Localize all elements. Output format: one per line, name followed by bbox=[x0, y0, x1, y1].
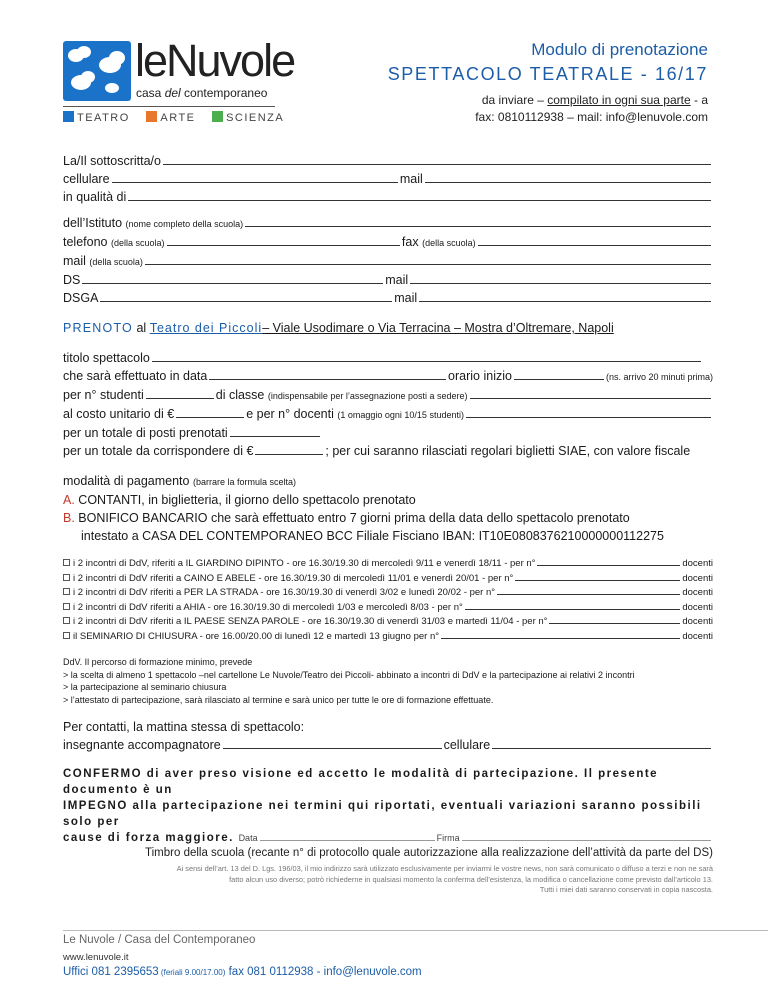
label-mail: mail bbox=[399, 172, 423, 186]
fax-field[interactable] bbox=[478, 234, 711, 246]
course-docenti-field[interactable] bbox=[515, 572, 680, 581]
prenoto-label: PRENOTO bbox=[63, 321, 133, 335]
classe-note: (indispensabile per l’assegnazione posti a sedere) bbox=[267, 391, 468, 401]
docenti-note: (1 omaggio ogni 10/15 studenti) bbox=[337, 410, 464, 420]
siae-note: ; per cui saranno rilasciati regolari biglietti SIAE, con valore fiscale bbox=[325, 444, 691, 458]
course-text: i 2 incontri di DdV riferiti a CAINO E ABELE - ore 16.30/19.30 di mercoledì 11/01 e venerdì 20/01 - per n° bbox=[73, 572, 514, 584]
option-a-text: CONTANTI, in biglietteria, il giorno dello spettacolo prenotato bbox=[74, 493, 416, 507]
footer-uffici: Uffici 081 2395653 bbox=[63, 966, 159, 978]
square-icon bbox=[146, 111, 157, 122]
brand-subtitle: casa del contemporaneo bbox=[136, 86, 268, 100]
course-suffix: docenti bbox=[682, 601, 713, 613]
label-qualita: in qualità di bbox=[63, 190, 127, 204]
label-sottoscritto: La/Il sottoscritta/o bbox=[63, 154, 161, 168]
label-mail-scuola: mail bbox=[63, 254, 86, 268]
ds-mail-field[interactable] bbox=[410, 272, 711, 284]
mail-scuola-field[interactable] bbox=[145, 253, 711, 265]
label-orario: orario inizio bbox=[448, 369, 512, 383]
footer-web[interactable]: www.lenuvole.it bbox=[63, 952, 129, 963]
square-icon bbox=[212, 111, 223, 122]
checkbox[interactable] bbox=[63, 617, 70, 624]
orario-note: (ns. arrivo 20 minuti prima) bbox=[605, 372, 713, 382]
checkbox[interactable] bbox=[63, 574, 70, 581]
footer-org: Le Nuvole / Casa del Contemporaneo bbox=[63, 934, 256, 946]
course-suffix: docenti bbox=[682, 587, 713, 598]
square-icon bbox=[63, 111, 74, 122]
teatro-address: – Viale Usodimare o Via Terracina – Mostra d’Oltremare, Napoli bbox=[262, 321, 614, 335]
dv-note: > la partecipazione al seminario chiusura bbox=[63, 682, 227, 692]
lenuvole-logo bbox=[63, 35, 295, 131]
course-text: il SEMINARIO DI CHIUSURA - ore 16.00/20.00 di lunedì 12 e martedì 13 giugno per n° bbox=[73, 630, 440, 642]
pagamento-note: (barrare la formula scelta) bbox=[192, 477, 297, 487]
pillar-teatro: TEATRO bbox=[63, 112, 130, 124]
label-data: che sarà effettuato in data bbox=[63, 369, 208, 383]
firma-field[interactable] bbox=[462, 831, 711, 841]
privacy-line: fatto alcun uso diverso; potrò richiederne in qualsiasi momento la conferma dell’esistenza, la modifica o cancellazione come previsto dall’articolo 13. bbox=[229, 874, 713, 884]
course-item[interactable] bbox=[63, 615, 713, 630]
course-suffix: docenti bbox=[682, 616, 713, 627]
cellulare-field[interactable] bbox=[112, 171, 398, 183]
label-fax: fax bbox=[401, 235, 419, 249]
label-telefono: telefono bbox=[63, 235, 108, 249]
dv-note: > l’attestato di partecipazione, sarà rilasciato al termine e sarà unico per tutte le ore di formazione effettuate. bbox=[63, 694, 494, 705]
insegnante-cellulare-field[interactable] bbox=[492, 737, 711, 749]
confermo-line: cause di forza maggiore. bbox=[63, 832, 234, 844]
label-dsga-mail: mail bbox=[394, 291, 418, 305]
label-docenti: e per n° docenti bbox=[246, 407, 334, 421]
label-costo: al costo unitario di € bbox=[63, 407, 175, 421]
course-docenti-field[interactable] bbox=[465, 601, 681, 610]
insegnante-field[interactable] bbox=[223, 737, 442, 749]
timbro-label: Timbro della scuola (recante n° di protocollo quale autorizzazione alla realizzazione dell’attività da parte del DS) bbox=[145, 847, 713, 859]
confermo-line: CONFERMO di aver preso visione ed accetto le modalità di partecipazione. Il presente documento è un bbox=[63, 768, 659, 796]
booking-form bbox=[63, 152, 713, 846]
studenti-field[interactable] bbox=[146, 387, 214, 399]
checkbox[interactable] bbox=[63, 632, 70, 639]
istituto-note: (nome completo della scuola) bbox=[125, 219, 244, 229]
label-ds: DS bbox=[63, 273, 81, 287]
label-dsga: DSGA bbox=[63, 291, 99, 305]
course-docenti-field[interactable] bbox=[441, 630, 680, 639]
mail-scuola-note: (della scuola) bbox=[89, 257, 143, 267]
label-cellulare: cellulare bbox=[63, 172, 110, 186]
course-item[interactable] bbox=[63, 557, 713, 572]
confermo-line: IMPEGNO alla partecipazione nei termini qui riportati, eventuali variazioni saranno possibili solo per bbox=[63, 800, 702, 828]
telefono-field[interactable] bbox=[167, 234, 400, 246]
costo-field[interactable] bbox=[176, 406, 244, 418]
option-b-letter: B. bbox=[63, 511, 75, 525]
dsga-mail-field[interactable] bbox=[419, 290, 711, 302]
label-classe: di classe bbox=[215, 388, 265, 402]
course-docenti-field[interactable] bbox=[497, 586, 680, 595]
course-item[interactable] bbox=[63, 601, 713, 616]
dv-note: > la scelta di almeno 1 spettacolo –nel cartellone Le Nuvole/Teatro dei Piccoli- abbinato a incontri di DdV e la partecipazione ai relativi 2 incontri bbox=[63, 669, 635, 680]
brand-name: leNuvole bbox=[135, 35, 295, 86]
privacy-notice bbox=[63, 864, 713, 896]
label-totale-posti: per un totale di posti prenotati bbox=[63, 426, 228, 440]
checkbox[interactable] bbox=[63, 588, 70, 595]
course-text: i 2 incontri di DdV, riferiti a IL GIARDINO DIPINTO - ore 16.30/19.30 di mercoledì 9/11 e venerdì 18/11 - per n° bbox=[73, 558, 536, 569]
label-insegnante-cellulare: cellulare bbox=[443, 738, 491, 752]
course-suffix: docenti bbox=[682, 572, 713, 584]
form-title: Modulo di prenotazione bbox=[531, 40, 708, 59]
label-totale-euro: per un totale da corrispondere di € bbox=[63, 444, 254, 458]
footer-fax-mail: fax 081 0112938 - info@lenuvole.com bbox=[225, 966, 422, 978]
option-b-text: BONIFICO BANCARIO che sarà effettuato entro 7 giorni prima della data dello spettacolo prenotato bbox=[74, 511, 630, 525]
label-data-firma: Data bbox=[238, 833, 258, 843]
prenoto-line bbox=[63, 319, 713, 337]
docenti-field[interactable] bbox=[466, 406, 711, 418]
totale-euro-field[interactable] bbox=[255, 443, 323, 455]
iban-line: intestato a CASA DEL CONTEMPORANEO BCC Filiale Fisciano IBAN: IT10E0808376210000000112275 bbox=[81, 529, 664, 543]
course-text: i 2 incontri di DdV riferiti a IL PAESE SENZA PAROLE - ore 16.30/19.30 di venerdì 31/03 e martedì 11/04 - per n° bbox=[73, 616, 548, 627]
course-docenti-field[interactable] bbox=[549, 615, 680, 624]
orario-field[interactable] bbox=[514, 368, 604, 380]
dv-notes bbox=[63, 656, 713, 706]
footer-divider bbox=[63, 930, 768, 931]
pagamento-option-a[interactable] bbox=[63, 491, 713, 509]
label-studenti: per n° studenti bbox=[63, 388, 144, 402]
dv-note: DdV. Il percorso di formazione minimo, prevede bbox=[63, 657, 253, 667]
sottoscritto-field[interactable] bbox=[163, 153, 711, 165]
data-field[interactable] bbox=[209, 368, 446, 380]
qualita-field[interactable] bbox=[128, 189, 711, 201]
pagamento-option-b[interactable] bbox=[63, 509, 713, 527]
course-item[interactable] bbox=[63, 586, 713, 601]
confirmation-text bbox=[63, 766, 713, 846]
courses-list bbox=[63, 557, 713, 644]
label-firma: Firma bbox=[436, 833, 460, 843]
course-suffix: docenti bbox=[682, 630, 713, 642]
telefono-note: (della scuola) bbox=[110, 238, 165, 248]
course-suffix: docenti bbox=[682, 558, 713, 569]
label-ds-mail: mail bbox=[385, 273, 409, 287]
footer-contacts bbox=[63, 966, 422, 978]
label-istituto: dell’Istituto bbox=[63, 216, 123, 230]
contatti-title: Per contatti, la mattina stessa di spettacolo: bbox=[63, 720, 305, 734]
divider bbox=[63, 106, 275, 107]
dsga-field[interactable] bbox=[100, 290, 392, 302]
teatro-name: Teatro dei Piccoli bbox=[149, 321, 263, 335]
contact-info: fax: 0810112938 – mail: info@lenuvole.com bbox=[475, 110, 708, 124]
pillar-scienza: SCIENZA bbox=[212, 112, 284, 124]
istituto-field[interactable] bbox=[245, 215, 711, 227]
data-firma-field[interactable] bbox=[260, 831, 435, 841]
titolo-field[interactable] bbox=[152, 350, 701, 362]
send-instructions: da inviare – compilato in ogni sua parte - a bbox=[481, 93, 708, 107]
option-a-letter: A. bbox=[63, 493, 75, 507]
label-insegnante: insegnante accompagnatore bbox=[63, 738, 221, 752]
footer-uffici-note: (feriali 9.00/17.00) bbox=[158, 968, 226, 977]
form-subtitle: SPETTACOLO TEATRALE - 16/17 bbox=[387, 64, 708, 84]
privacy-line: Tutti i miei dati saranno conservati in copia nascosta. bbox=[539, 885, 713, 894]
totale-posti-field[interactable] bbox=[230, 425, 320, 437]
course-text: i 2 incontri di DdV riferiti a AHIA - ore 16.30/19.30 di mercoledì 1/03 e mercoledì 8/03 - per n° bbox=[73, 601, 463, 613]
label-pagamento: modalità di pagamento bbox=[63, 474, 190, 488]
course-docenti-field[interactable] bbox=[537, 557, 680, 566]
clouds-icon bbox=[63, 41, 131, 101]
ds-field[interactable] bbox=[82, 272, 383, 284]
course-text: i 2 incontri di DdV riferiti a PER LA STRADA - ore 16.30/19.30 di venerdì 3/02 e lunedì 20/02 - per n° bbox=[73, 587, 496, 598]
header-info bbox=[388, 40, 708, 124]
course-item[interactable] bbox=[63, 572, 713, 587]
checkbox[interactable] bbox=[63, 603, 70, 610]
pillar-arte: ARTE bbox=[146, 112, 195, 124]
checkbox[interactable] bbox=[63, 559, 70, 566]
brand-pillars bbox=[63, 111, 296, 124]
course-item[interactable] bbox=[63, 630, 713, 645]
classe-field[interactable] bbox=[470, 387, 712, 399]
privacy-line: Ai sensi dell’art. 13 del D. Lgs. 196/03, il mio indirizzo sarà utilizzato esclusivamente per inviarmi le vostre news, non sarà comunicato o diffuso a terzi e non ne sarà bbox=[176, 864, 713, 873]
prenoto-al: al bbox=[133, 321, 150, 335]
fax-note: (della scuola) bbox=[422, 238, 476, 248]
mail-field[interactable] bbox=[425, 171, 711, 183]
label-titolo: titolo spettacolo bbox=[63, 351, 150, 365]
